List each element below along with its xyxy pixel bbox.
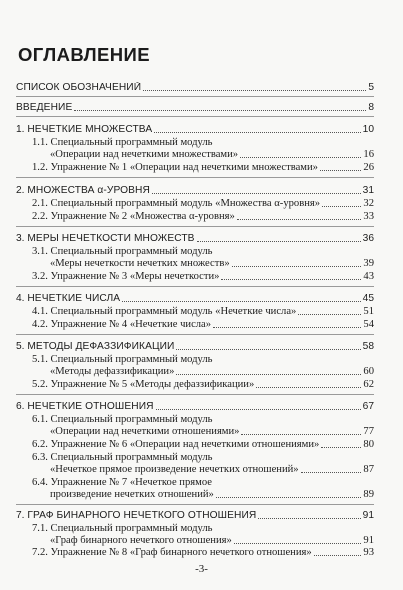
toc-entry-title: «Нечеткое прямое произведение нечетких отношений» [50, 464, 299, 475]
toc-entry-number: 6.1. [32, 414, 48, 425]
leader-dots [320, 169, 361, 171]
toc-section-3-1[interactable] [16, 246, 374, 258]
toc-entry-page: 26 [363, 162, 374, 173]
toc-entry-page: 89 [363, 489, 374, 500]
toc-entry-number: 4. [16, 293, 25, 304]
toc-entry-page: 93 [363, 547, 374, 558]
toc-entry-title: «Операции над нечеткими отношениями» [50, 426, 240, 437]
toc-entry-title: СПИСОК ОБОЗНАЧЕНИЙ [16, 82, 142, 93]
toc-entry-page: 60 [363, 366, 374, 377]
leader-dots [152, 192, 361, 194]
divider [16, 116, 374, 117]
toc-section-4-1[interactable] [16, 306, 374, 318]
toc-entry-page: 51 [363, 306, 374, 317]
toc-entry-number: 1.1. [32, 137, 48, 148]
toc-entry-page: 54 [363, 319, 374, 330]
toc-entry-page: 36 [362, 233, 374, 244]
toc-entry-number: 7.1. [32, 523, 48, 534]
toc-chapter-3[interactable] [16, 233, 374, 245]
divider [16, 394, 374, 395]
leader-dots [237, 218, 362, 220]
toc-entry-title: Специальный программный модуль [50, 354, 213, 365]
toc-entry-title: Упражнение № 5 «Методы дефаззификации» [50, 379, 255, 390]
toc-entry-page: 62 [363, 379, 374, 390]
toc-entry-title: Упражнение № 4 «Нечеткие числа» [50, 319, 212, 330]
toc-entry-number: 1.2. [32, 162, 48, 173]
toc-entry-title: Специальный программный модуль «Нечеткие числа» [50, 306, 297, 317]
toc-entry-page: 45 [362, 293, 374, 304]
toc-entry-number: 6. [16, 401, 25, 412]
toc-entry-number: 5. [16, 341, 25, 352]
toc-section-1-1-cont[interactable] [16, 149, 374, 161]
toc-section-3-1-cont[interactable] [16, 258, 374, 270]
toc-entry-title: Специальный программный модуль [50, 523, 213, 534]
toc-entry-page: 91 [362, 510, 374, 521]
toc-entry-number: 6.3. [32, 452, 48, 463]
leader-dots [240, 156, 361, 158]
toc-entry-title: Специальный программный модуль [50, 414, 213, 425]
toc-entry-page: 77 [363, 426, 374, 437]
toc-section-2-1[interactable] [16, 198, 374, 210]
toc-section-5-2[interactable] [16, 379, 374, 391]
toc-entry-title: ГРАФ БИНАРНОГО НЕЧЕТКОГО ОТНОШЕНИЯ [27, 510, 257, 521]
toc-entry-title: НЕЧЕТКИЕ МНОЖЕСТВА [27, 124, 153, 135]
leader-dots [234, 542, 362, 544]
leader-dots [156, 408, 361, 410]
leader-dots [143, 89, 366, 91]
toc-entry-title: Упражнение № 1 «Операции над нечеткими множествами» [50, 162, 318, 173]
toc-entry-page: 5 [368, 82, 374, 93]
toc-chapter-5[interactable] [16, 341, 374, 353]
toc-section-6-4-cont[interactable] [16, 489, 374, 501]
toc-entry-page: 39 [363, 258, 374, 269]
leader-dots [74, 109, 366, 111]
toc-entry-number: 6.4. [32, 477, 48, 488]
toc-chapter-4[interactable] [16, 293, 374, 305]
toc-entry-number: 5.2. [32, 379, 48, 390]
toc-entry-title: «Методы дефаззификации» [50, 366, 175, 377]
divider [16, 334, 374, 335]
toc-entry-number: 4.2. [32, 319, 48, 330]
toc-section-2-2[interactable] [16, 211, 374, 223]
leader-dots [122, 300, 360, 302]
toc-chapter-2[interactable] [16, 185, 374, 197]
toc-entry-title: Упражнение № 6 «Операции над нечеткими отношениями» [50, 439, 320, 450]
toc-entry-title: Упражнение № 8 «Граф бинарного нечеткого отношения» [50, 547, 312, 558]
toc-section-5-1-cont[interactable] [16, 366, 374, 378]
page-number: -3- [195, 563, 208, 575]
toc-entry-number: 7.2. [32, 547, 48, 558]
toc-entry-number: 2. [16, 185, 25, 196]
leader-dots [232, 265, 362, 267]
toc-entry-introduction[interactable] [16, 102, 374, 114]
toc-entry-number: 2.2. [32, 211, 48, 222]
toc-entry-title: Упражнение № 3 «Меры нечеткости» [50, 271, 220, 282]
toc-section-6-2[interactable] [16, 439, 374, 451]
toc-entry-title: НЕЧЕТКИЕ ЧИСЛА [27, 293, 121, 304]
toc-entry-title: МЕТОДЫ ДЕФАЗЗИФИКАЦИИ [27, 341, 175, 352]
toc-entry-title: ВВЕДЕНИЕ [16, 102, 73, 113]
toc-entry-title: «Операции над нечеткими множествами» [50, 149, 239, 160]
toc-entry-number: 2.1. [32, 198, 48, 209]
leader-dots [301, 471, 362, 473]
leader-dots [314, 554, 362, 556]
toc-section-1-1[interactable] [16, 137, 374, 149]
leader-dots [258, 517, 360, 519]
toc-entry-abbreviations[interactable] [16, 82, 374, 94]
toc-section-3-2[interactable] [16, 271, 374, 283]
toc-entry-number: 3. [16, 233, 25, 244]
divider [16, 96, 374, 97]
toc-entry-page: 16 [363, 149, 374, 160]
toc-section-6-1[interactable] [16, 414, 374, 426]
toc-section-6-1-cont[interactable] [16, 426, 374, 438]
toc-section-6-3-cont[interactable] [16, 464, 374, 476]
toc-entry-title: Специальный программный модуль [50, 137, 213, 148]
leader-dots [298, 313, 361, 315]
toc-entry-number: 4.1. [32, 306, 48, 317]
toc-section-5-1[interactable] [16, 354, 374, 366]
leader-dots [213, 326, 361, 328]
toc-entry-title: Специальный программный модуль «Множества α-уровня» [50, 198, 321, 209]
toc-entry-page: 8 [368, 102, 374, 113]
toc-entry-page: 32 [363, 198, 374, 209]
toc-chapter-1[interactable] [16, 124, 374, 136]
toc-entry-page: 80 [363, 439, 374, 450]
toc-entry-number: 1. [16, 124, 25, 135]
toc-entry-number: 7. [16, 510, 25, 521]
toc-entry-page: 31 [362, 185, 374, 196]
page-title: ОГЛАВЛЕНИЕ [18, 44, 150, 65]
leader-dots [216, 496, 362, 498]
toc-section-1-2[interactable] [16, 162, 374, 174]
toc-entry-number: 6.2. [32, 439, 48, 450]
toc-entry-title: Специальный программный модуль [50, 246, 213, 257]
divider [16, 226, 374, 227]
toc-entry-title: МНОЖЕСТВА α-УРОВНЯ [27, 185, 150, 196]
toc-section-4-2[interactable] [16, 319, 374, 331]
toc-entry-number: 5.1. [32, 354, 48, 365]
toc-entry-number: 3.2. [32, 271, 48, 282]
toc-section-7-1-cont[interactable] [16, 535, 374, 547]
leader-dots [154, 131, 360, 133]
leader-dots [321, 446, 361, 448]
leader-dots [176, 348, 360, 350]
toc-entry-title: НЕЧЕТКИЕ ОТНОШЕНИЯ [27, 401, 154, 412]
toc-entry-page: 58 [362, 341, 374, 352]
divider [16, 504, 374, 505]
leader-dots [197, 240, 361, 242]
toc-section-7-1[interactable] [16, 523, 374, 535]
leader-dots [322, 205, 361, 207]
toc-entry-title: МЕРЫ НЕЧЕТКОСТИ МНОЖЕСТВ [27, 233, 195, 244]
leader-dots [256, 386, 361, 388]
toc-entry-title: Упражнение № 2 «Множества α-уровня» [50, 211, 235, 222]
toc-entry-page: 33 [363, 211, 374, 222]
toc-entry-title: «Меры нечеткости нечетких множеств» [50, 258, 230, 269]
toc-entry-page: 43 [363, 271, 374, 282]
toc-chapter-7[interactable] [16, 510, 374, 522]
toc-entry-title: Упражнение № 7 «Нечеткое прямое [50, 477, 212, 488]
toc-entry-page: 91 [363, 535, 374, 546]
leader-dots [241, 433, 361, 435]
divider [16, 177, 374, 178]
toc-chapter-6[interactable] [16, 401, 374, 413]
toc-entry-page: 87 [363, 464, 374, 475]
leader-dots [221, 278, 361, 280]
toc-section-7-2[interactable] [16, 547, 374, 559]
toc-entry-page: 10 [362, 124, 374, 135]
toc-section-6-3[interactable] [16, 452, 374, 464]
toc-section-6-4[interactable] [16, 477, 374, 489]
leader-dots [176, 373, 361, 375]
divider [16, 286, 374, 287]
toc-entry-title: «Граф бинарного нечеткого отношения» [50, 535, 232, 546]
toc-entry-number: 3.1. [32, 246, 48, 257]
toc-entry-page: 67 [362, 401, 374, 412]
toc-entry-title: Специальный программный модуль [50, 452, 213, 463]
toc-entry-title: произведение нечетких отношений» [50, 489, 214, 500]
